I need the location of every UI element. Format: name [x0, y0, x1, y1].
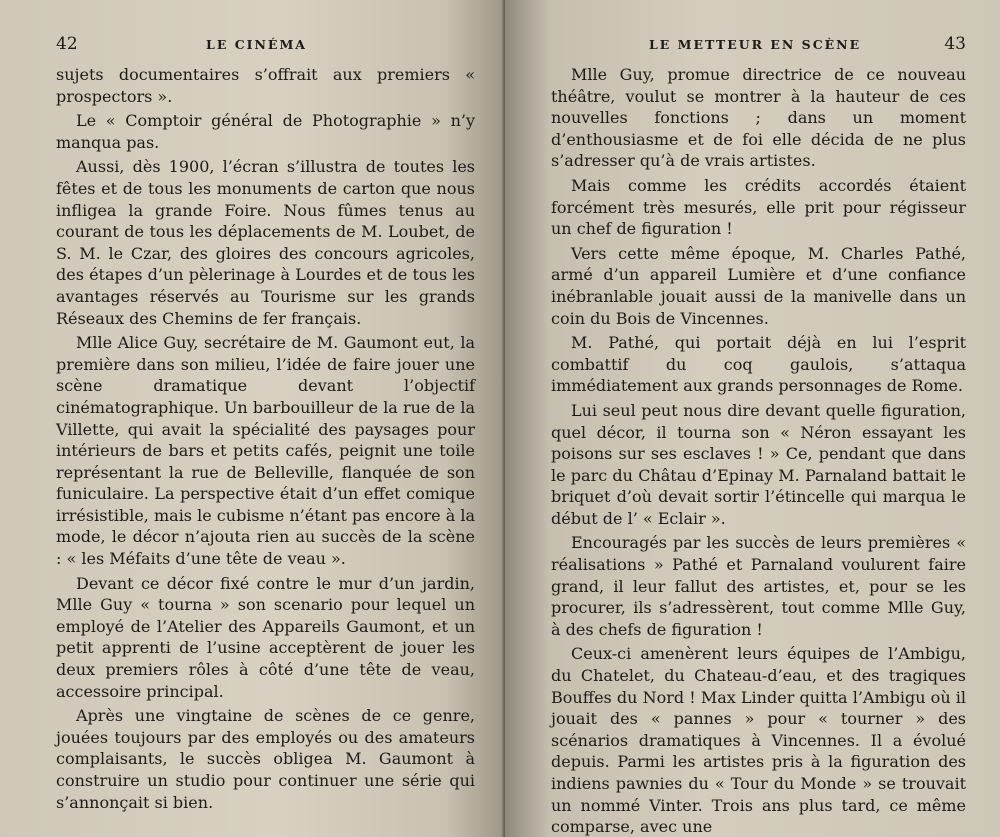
right-page-header [551, 34, 966, 64]
paragraph: Aussi, dès 1900, l’écran s’illustra de toutes les fêtes et de tous les monuments de carton que nous infligea la grande Foire. Nous fûmes tenus au courant de tous les déplacements de M. Loubet, de S. M. le Czar, des gloires des concours agricoles, des étapes d’un pèlerinage à Lourdes et de tous les avantages réservés au Tourisme sur les grands Réseaux des Chemins de fer français. [56, 157, 475, 328]
running-head: LE METTEUR EN SCÈNE [649, 37, 862, 52]
paragraph: Ceux-ci amenèrent leurs équipes de l’Ambigu, du Chatelet, du Chateau-d’eau, et des tragiques Bouffes du Nord ! Max Linder quitta l’Ambigu où il jouait des « pannes » pour « tourner » des scénarios dramatiques à Vincennes. Il a évolué depuis. Parmi les artistes pris à la figuration des indiens pawnies du « Tour du Monde » se trouvait un nommé Vinter. Trois ans plus tard, ce même comparse, avec une [551, 644, 966, 837]
paragraph: Encouragés par les succès de leurs premières « réalisations » Pathé et Parnaland voulurent faire grand, il leur fallut des artistes, et, pour se les procurer, ils s’adressèrent, tout comme Mlle Guy, à des chefs de figuration ! [551, 533, 966, 639]
paragraph: M. Pathé, qui portait déjà en lui l’esprit combattif du coq gaulois, s’attaqua immédiatement aux grands personnages de Rome. [551, 333, 966, 396]
left-page-header [56, 34, 475, 64]
paragraph: Mlle Guy, promue directrice de ce nouveau théâtre, voulut se montrer à la hauteur de ces nouvelles fonctions ; dans un moment d’enthousiasme et de foi elle décida de ne plus s’adresser qu’à de vrais artistes. [551, 65, 966, 171]
left-page-text [56, 64, 475, 813]
right-page [505, 0, 1000, 837]
paragraph: Après une vingtaine de scènes de ce genre, jouées toujours par des employés ou des amateurs complaisants, le succès obligea M. Gaumont à construire un studio pour continuer une série qui s’annonçait si bien. [56, 706, 475, 812]
right-page-text [551, 64, 966, 837]
running-head: LE CINÉMA [206, 37, 307, 52]
paragraph: Lui seul peut nous dire devant quelle figuration, quel décor, il tourna son « Néron essayant les poisons sur ses esclaves ! » Ce, pendant que dans le parc du Châtau d’Epinay M. Parnaland battait le briquet d’où devait sortir l’étincelle qui marqua le début de l’ « Eclair ». [551, 400, 966, 528]
paragraph: Mlle Alice Guy, secrétaire de M. Gaumont eut, la première dans son milieu, l’idée de faire jouer une scène dramatique devant l’objectif cinématographique. Un barbouilleur de la rue de la Villette, qui avait la spécialité des paysages pour intérieurs de bars et petits cafés, peignit une toile représentant la rue de Belleville, flanquée de son funiculaire. La perspective était d’un effet comique irrésistible, mais le cubisme n’étant pas encore à la mode, le décor n’ajouta rien au succès de la scène : « les Méfaits d’une tête de veau ». [56, 333, 475, 569]
paragraph: Devant ce décor fixé contre le mur d’un jardin, Mlle Guy « tourna » son scenario pour lequel un employé de l’Atelier des Appareils Gaumont, et un petit apprenti de l’usine acceptèrent de jouer les deux premiers rôles à côté d’une tête de veau, accessoire principal. [56, 573, 475, 701]
page-number: 43 [944, 34, 966, 54]
paragraph: Mais comme les crédits accordés étaient forcément très mesurés, elle prit pour régisseur un chef de figuration ! [551, 175, 966, 239]
paragraph: sujets documentaires s’offrait aux premiers « prospectors ». [56, 65, 475, 106]
page-number: 42 [56, 34, 78, 54]
paragraph: Vers cette même époque, M. Charles Pathé, armé d’un appareil Lumière et d’une confiance inébranlable jouait aussi de la manivelle dans un coin du Bois de Vincennes. [551, 243, 966, 328]
paragraph: Le « Comptoir général de Photographie » n’y manqua pas. [56, 111, 475, 152]
